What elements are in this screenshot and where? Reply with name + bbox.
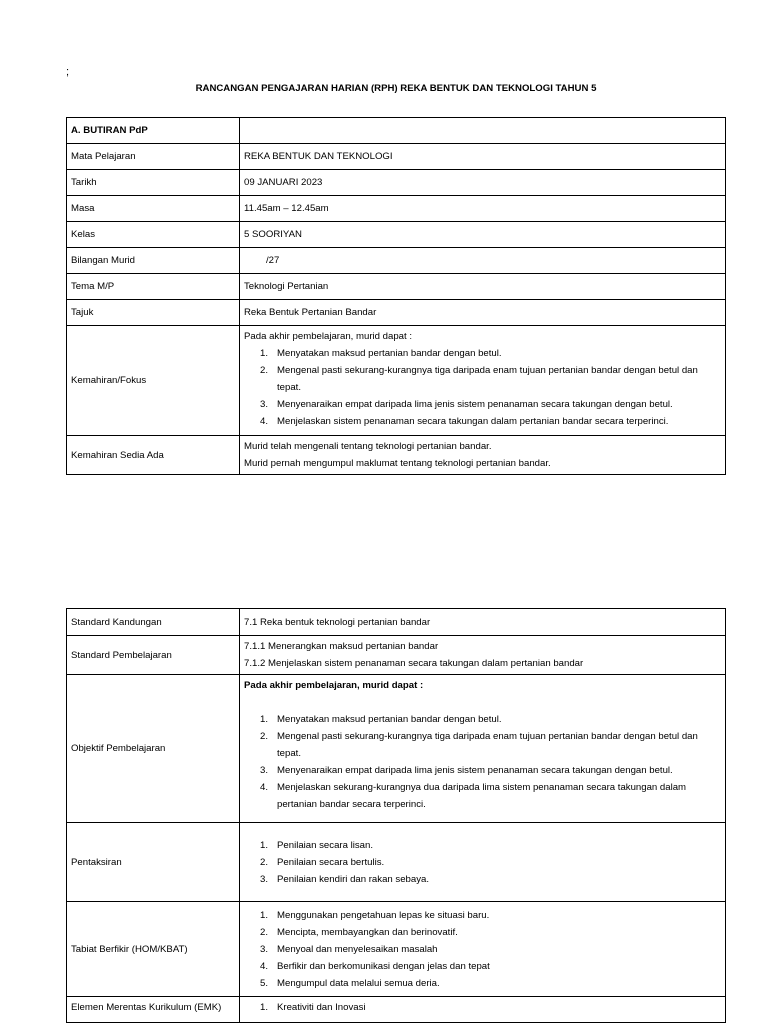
standard-pembelajaran-line: 7.1.2 Menjelaskan sistem penanaman secara takungan dalam pertanian bandar <box>244 658 584 669</box>
table-row <box>67 675 726 823</box>
table-row <box>67 274 726 300</box>
table-row <box>67 222 726 248</box>
list-item: 4. Menjelaskan sistem penanaman secara takungan dalam pertanian bandar secara terperinci. <box>260 416 669 427</box>
row-value: 11.45am – 12.45am <box>240 196 726 222</box>
standard-pembelajaran-line: 7.1.1 Menerangkan maksud pertanian bandar <box>244 641 439 652</box>
emk-label: Elemen Merentas Kurikulum (EMK) <box>67 997 240 1023</box>
butiran-header: A. BUTIRAN PdP <box>67 118 240 144</box>
list-item: 3. Menyoal dan menyelesaikan masalah <box>260 943 438 955</box>
list-item: 1. Kreativiti dan Inovasi <box>260 1002 366 1013</box>
butiran-header-empty <box>240 118 726 144</box>
standard-pembelajaran-content <box>240 636 726 675</box>
table-row <box>67 170 726 196</box>
standard-kandungan-label: Standard Kandungan <box>67 609 240 636</box>
list-item: 2. Mengenal pasti sekurang-kurangnya tiga daripada enam tujuan pertanian bandar dengan betul dan <box>260 365 698 376</box>
table-row <box>67 902 726 997</box>
table-row <box>67 196 726 222</box>
list-item: 2. Mengenal pasti sekurang-kurangnya tiga daripada enam tujuan pertanian bandar dengan betul dan <box>260 731 698 742</box>
standard-pembelajaran-label: Standard Pembelajaran <box>67 636 240 675</box>
sedia-ada-line: Murid pernah mengumpul maklumat tentang teknologi pertanian bandar. <box>244 458 551 469</box>
emk-list <box>244 999 721 1016</box>
list-item: 3. Penilaian kendiri dan rakan sebaya. <box>260 873 430 885</box>
row-value: REKA BENTUK DAN TEKNOLOGI <box>240 144 726 170</box>
pentaksiran-content <box>240 823 726 902</box>
list-item: 4. Menjelaskan sekurang-kurangnya dua daripada lima sistem penanaman secara takungan dalam <box>260 782 687 793</box>
list-item: 5. Mengumpul data melalui semua deria. <box>260 977 440 989</box>
row-value: Teknologi Pertanian <box>240 274 726 300</box>
kemahiran-list <box>244 345 721 430</box>
row-label: Tajuk <box>67 300 240 326</box>
row-value: Reka Bentuk Pertanian Bandar <box>240 300 726 326</box>
standard-kandungan-value: 7.1 Reka bentuk teknologi pertanian bandar <box>240 609 726 636</box>
list-item: 2. Mencipta, membayangkan dan berinovatif. <box>260 926 458 938</box>
document-title: RANCANGAN PENGAJARAN HARIAN (RPH) REKA BENTUK DAN TEKNOLOGI TAHUN 5 <box>195 83 597 94</box>
list-item: 1. Menyatakan maksud pertanian bandar dengan betul. <box>260 348 502 359</box>
list-item: 3. Menyenaraikan empat daripada lima jenis sistem penanaman secara takungan dengan betul. <box>260 399 673 410</box>
kemahiran-intro: Pada akhir pembelajaran, murid dapat : <box>244 331 412 342</box>
tabiat-label: Tabiat Berfikir (HOM/KBAT) <box>67 902 240 997</box>
row-label: Kelas <box>67 222 240 248</box>
list-item: 4. Berfikir dan berkomunikasi dengan jelas dan tepat <box>260 960 490 972</box>
list-item: 1. Penilaian secara lisan. <box>260 839 373 851</box>
table-row <box>67 609 726 636</box>
row-label: Tarikh <box>67 170 240 196</box>
sedia-ada-line: Murid telah mengenali tentang teknologi pertanian bandar. <box>244 441 492 452</box>
row-value: 09 JANUARI 2023 <box>240 170 726 196</box>
sedia-ada-content <box>240 436 726 475</box>
standard-table <box>66 608 726 1023</box>
tabiat-content <box>240 902 726 997</box>
kemahiran-content <box>240 326 726 436</box>
kemahiran-label: Kemahiran/Fokus <box>67 326 240 436</box>
row-label: Bilangan Murid <box>67 248 240 274</box>
list-item-continued: tepat. <box>277 382 302 393</box>
list-item-continued: tepat. <box>277 748 302 759</box>
row-label: Masa <box>67 196 240 222</box>
objektif-intro: Pada akhir pembelajaran, murid dapat : <box>244 680 424 691</box>
butiran-pdp-table <box>66 117 726 475</box>
table-row <box>67 997 726 1023</box>
table-row <box>67 436 726 475</box>
table-row <box>67 144 726 170</box>
list-item: 1. Menggunakan pengetahuan lepas ke situasi baru. <box>260 909 490 921</box>
emk-content <box>240 997 726 1023</box>
row-label: Tema M/P <box>67 274 240 300</box>
row-value: 5 SOORIYAN <box>240 222 726 248</box>
table-row <box>67 326 726 436</box>
row-value: /27 <box>240 248 726 274</box>
list-item: 1. Menyatakan maksud pertanian bandar dengan betul. <box>260 714 502 725</box>
list-item-continued: pertanian bandar secara terperinci. <box>277 799 426 810</box>
objektif-list <box>244 711 721 813</box>
objektif-content <box>240 675 726 823</box>
table-row <box>67 248 726 274</box>
stray-semicolon: ; <box>66 66 70 78</box>
pentaksiran-list <box>244 837 721 888</box>
sedia-ada-label: Kemahiran Sedia Ada <box>67 436 240 475</box>
tabiat-list <box>244 907 721 992</box>
table-row <box>67 300 726 326</box>
table-row <box>67 823 726 902</box>
table-row <box>67 636 726 675</box>
pentaksiran-label: Pentaksiran <box>67 823 240 902</box>
objektif-label: Objektif Pembelajaran <box>67 675 240 823</box>
row-label: Mata Pelajaran <box>67 144 240 170</box>
list-item: 2. Penilaian secara bertulis. <box>260 856 385 868</box>
list-item: 3. Menyenaraikan empat daripada lima jenis sistem penanaman secara takungan dengan betul. <box>260 765 673 776</box>
